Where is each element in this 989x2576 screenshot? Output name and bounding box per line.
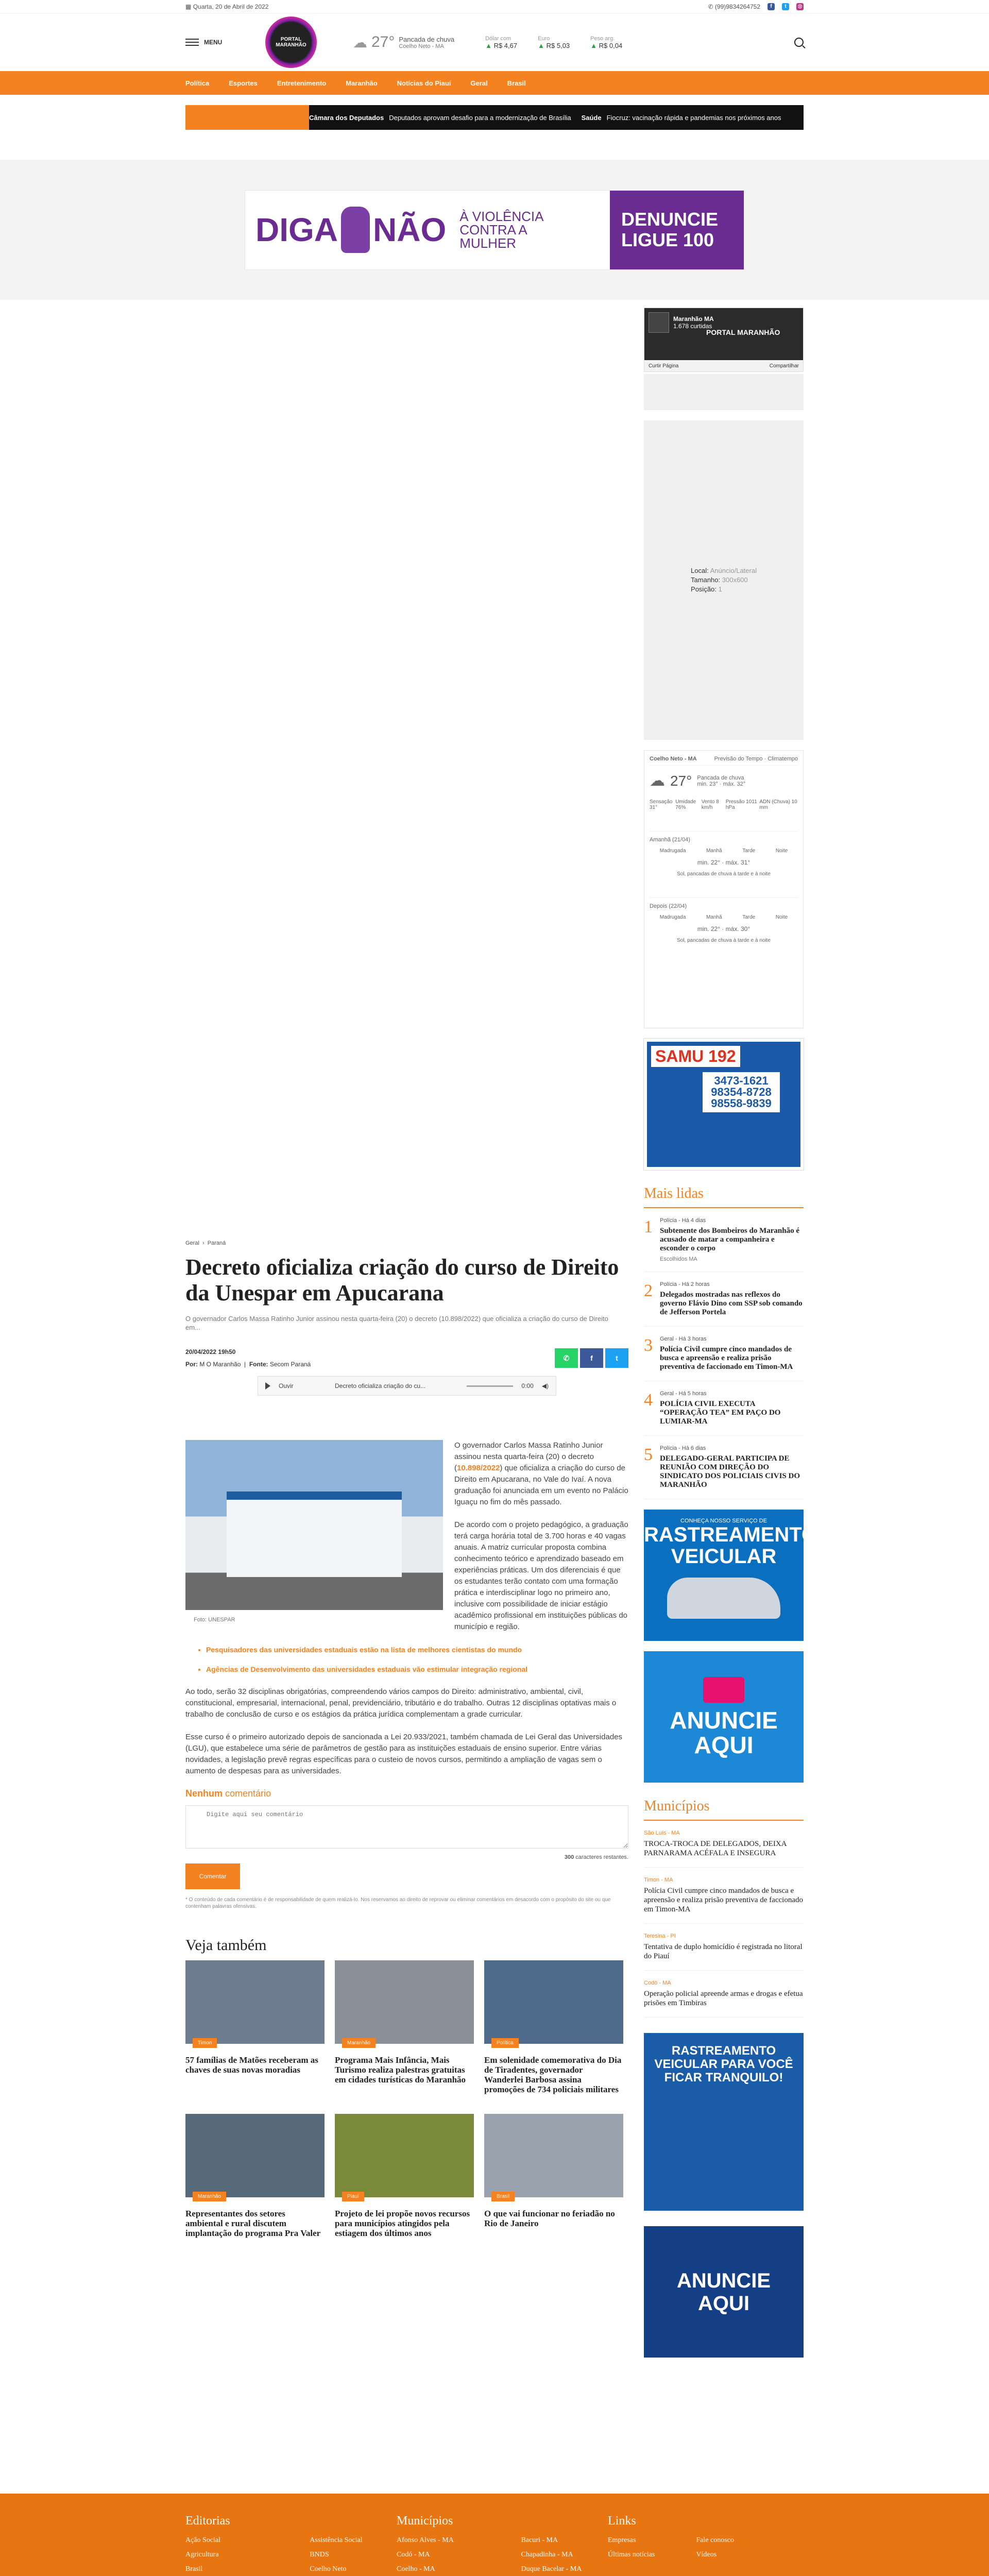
nav-geral[interactable]: Geral	[470, 79, 488, 87]
comment-button[interactable]: Comentar	[185, 1863, 240, 1889]
quote-euro: Euro ▲ R$ 5,03	[538, 35, 570, 49]
card-image[interactable]	[484, 2114, 623, 2197]
footer-link[interactable]: Fale conosco	[696, 2536, 734, 2544]
paragraph-1: O governador Carlos Massa Ratinho Junior assinou nesta quarta-feira (20) o decreto (10.898/2022) que oficializa a criação do curso de Direito em Apucarana, no Vale do Ivaí. A nova graduação foi anunciada em um evento no Palácio Iguaçu no fim do mês passado.	[454, 1441, 628, 1506]
article-source: Fonte: Secom Paraná	[249, 1361, 311, 1368]
footer-link[interactable]: Coelho - MA	[397, 2565, 435, 2573]
related-links	[206, 1644, 628, 1675]
share-page-button[interactable]: Compartilhar	[769, 363, 799, 369]
article-lede: O governador Carlos Massa Ratinho Junior assinou nesta quarta-feira (20) o decreto (10.898/2022) que oficializa a criação do curso de Direito em...	[185, 1315, 608, 1331]
article-author: Por: M O Maranhão	[185, 1361, 241, 1368]
item-location: São Luís - MA	[644, 1830, 680, 1836]
site-logo[interactable]: PORTAL MARANHÃO	[265, 16, 317, 68]
card-image[interactable]	[335, 1960, 474, 2044]
footer-link[interactable]: Afonso Alves - MA	[397, 2536, 454, 2544]
item-category: Polícia - Há 2 horas	[660, 1281, 710, 1287]
footer-link[interactable]: Vídeos	[696, 2551, 717, 2558]
item-title[interactable]: DELEGADO-GERAL PARTICIPA DE REUNIÃO COM DIREÇÃO DO SINDICATO DOS POLICIAIS CIVIS DO MARANHÃO	[660, 1454, 800, 1489]
paragraph-2: De acordo com o projeto pedagógico, a graduação terá carga horária total de 3.700 horas e 40 vagas anuais. A matriz curricular proposta combina conhecimento teórico e aprendizado baseado em experiências práticas. Um dos diferenciais é que os estudantes terão contato com uma formação prática e interdisciplinar logo no primeiro ano, inclusive com possibilidade de iniciar estágio acadêmico profissional em instituições públicas do município e região.	[454, 1520, 628, 1631]
footer-link[interactable]: Bacuri - MA	[521, 2536, 558, 2544]
article-body	[185, 1440, 628, 1777]
whatsapp-icon[interactable]: ✆	[555, 1348, 578, 1368]
footer-link[interactable]: Agricultura	[185, 2551, 219, 2558]
hand-icon	[341, 207, 370, 253]
hamburger-icon	[185, 39, 199, 46]
most-read-item[interactable]	[644, 1381, 804, 1436]
twitter-icon[interactable]: t	[782, 3, 789, 10]
item-location: Codó - MA	[644, 1980, 671, 1986]
play-icon[interactable]	[265, 1382, 270, 1389]
card-title[interactable]: Programa Mais Infância, Mais Turismo realiza palestras gratuitas em cidades turísticas do Maranhão	[335, 2055, 466, 2084]
facebook-icon[interactable]: f	[768, 3, 775, 10]
card-image[interactable]	[484, 1960, 623, 2044]
instagram-icon[interactable]: ◎	[796, 3, 804, 10]
related-card[interactable]	[335, 2114, 474, 2238]
facebook-share-icon[interactable]: f	[580, 1348, 603, 1368]
item-title[interactable]: Tentativa de duplo homicídio é registrada no litoral do Piauí	[644, 1943, 803, 1960]
item-title[interactable]: Operação policial apreende armas e drogas e efetua prisões em Timbiras	[644, 1990, 803, 2007]
cloud-icon: ☁	[353, 34, 367, 50]
breadcrumb: Geral › Paraná	[185, 1240, 226, 1246]
cloud-icon: ☁	[650, 772, 665, 789]
footer-link[interactable]: Chapadinha - MA	[521, 2551, 573, 2558]
top-banner-area	[0, 160, 989, 300]
item-category: Polícia - Há 4 dias	[660, 1217, 706, 1224]
twitter-share-icon[interactable]: t	[605, 1348, 628, 1368]
card-title[interactable]: O que vai funcionar no feriadão no Rio de Janeiro	[484, 2209, 615, 2228]
article-image[interactable]	[185, 1440, 443, 1610]
municipio-item[interactable]	[644, 1868, 804, 1924]
item-category: Geral - Há 3 horas	[660, 1336, 707, 1342]
related-card[interactable]	[335, 1960, 474, 2094]
rastreamento-banner[interactable]: CONHEÇA NOSSO SERVIÇO DE RASTREAMENTO VEICULAR	[644, 1510, 804, 1641]
nav-maranhao[interactable]: Maranhão	[346, 79, 378, 87]
card-title[interactable]: Representantes dos setores ambiental e rural discutem implantação do programa Pra Valer	[185, 2209, 321, 2238]
footer-link[interactable]: Últimas notícias	[608, 2551, 655, 2558]
top-bar	[0, 0, 989, 13]
related-card[interactable]	[185, 1960, 325, 2094]
news-ticker: Câmara dos Deputados Deputados aprovam desafio para a modernização de Brasília Saúde Fiocruz: vacinação rápida e pandemias nos próximos anos	[0, 105, 989, 130]
item-location: Timon - MA	[644, 1877, 673, 1883]
item-title[interactable]: Polícia Civil cumpre cinco mandados de busca e apreensão e realiza prisão preventiva de faccionado em Timon-MA	[660, 1345, 793, 1371]
related-link[interactable]: • Pesquisadores das universidades estaduais estão na lista de melhores cientistas do mundo	[206, 1644, 628, 1655]
comments-section: Nenhum comentário Digite aqui seu comentário 300 caracteres restantes. Comentar * O conteúdo de cada comentário é de responsabilidade de quem realizá-lo. Nos reservamos ao direito de reprovar ou eliminar comentários em desacordo com o propósito do site ou que contenham palavras ofensivas.	[185, 1788, 628, 1910]
phone[interactable]: ✆ (99)9834264752	[708, 3, 760, 10]
card-title[interactable]: Em solenidade comemorativa do Dia de Tiradentes, governador Wanderlei Barbosa assina promoções de 734 policiais militares	[484, 2055, 622, 2094]
rank-number: 4	[644, 1391, 653, 1410]
article: Geral › Paraná Decreto oficializa criação do curso de Direito da Unespar em Apucarana O governador Carlos Massa Ratinho Junior assinou nesta quarta-feira (20) o decreto (10.898/2022) que oficializa a criação do curso de Direito em... 20/04/2022 19h50 Por: M O Maranhão | Fonte: Secom Paraná ✆ f t Ouvir Decreto oficializa criação do cu... 0:00 ◀) Foto: UNESPAR O governador Carlos Massa Ratinho Junior assinou nesta quarta-feira (20) o decreto (10.898/2022) que oficializa a criação do curso de Direito em Apucarana, no Vale do Ivaí. A nova graduação foi anunciada em um evento no Palácio Iguaçu no fim do mês passado. De acordo com o projeto pedagógico, a graduação terá carga horária total de 3.700 horas e 40 vagas anuais. A matriz curricular proposta combina conhecimento teórico e aprendizado baseado em experiências práticas. Um dos diferenciais é que os estudantes terão contato com uma formação prática e interdisciplinar logo no primeiro ano, inclusive com possibilidade de iniciar estágio acadêmico profissional em instituições públicas do município e região. • Pesquisadores das universidades estaduais estão na lista de melhores cientistas do mundo • Agências de Desenvolvimento das universidades estaduais vão estimular integração regional Ao todo, serão 32 disciplinas obrigatórias, compreendendo vários campos do Direito: administrativo, ambiental, civil, constitucional, empresarial, internacional, penal, previdenciário, tributário e do trabalho. Outras 12 disciplinas optativas mais o trabalho de conclusão de curso e os estágios da prática jurídica complementam a grade curricular. Esse curso é o primeiro autorizado depois de sancionada a Lei 20.933/2021, também chamada de Lei Geral das Universidades (LGU), que estabelece uma série de parâmetros de gestão para as instituições estaduais de ensino superior. Entre várias novidades, a legislação prevê regras específicas para o custeio de novos cursos, permitindo a ampliação de vagas sem o aumento de despesas para as universidades. Nenhum comentário Digite aqui seu comentário 300 caracteres restantes. Comentar * O conteúdo de cada comentário é de responsabilidade de quem realizá-lo. Nos reservamos ao direito de reprovar ou eliminar comentários em desacordo com o propósito do site ou que contenham palavras ofensivas. Veja também Timon 57 famílias de Matões receberam as chaves de suas novas moradias Maranhão Programa Mais Infância, Mais Turismo realiza palestras gratuitas em cidades turísticas do Maranhão Política Em solenidade comemorativa do Dia de Tiradentes, governador Wanderlei Barbosa assina promoções de 734 policiais militares Maranhão Representantes dos setores ambiental e rural discutem implantação do programa Pra Valer Piauí Projeto de lei propõe novos recursos para municípios atingidos pela estiagem dos últimos anos Brasil O que vai funcionar no feriadão no Rio de Janeiro	[185, 308, 628, 2358]
search-icon[interactable]	[794, 38, 804, 47]
calendar-icon: ▦	[185, 3, 192, 10]
card-tag[interactable]: Política	[491, 2038, 519, 2048]
facebook-widget[interactable]: Maranhão MA 1.678 curtidas PORTAL MARANHÃO Curtir Página Compartilhar	[644, 308, 804, 372]
anuncie-banner-2[interactable]: ANUNCIE AQUI	[644, 2226, 804, 2358]
rank-number: 2	[644, 1281, 653, 1300]
item-location: Teresina - PI	[644, 1933, 676, 1939]
rank-number: 5	[644, 1445, 653, 1464]
nav-noticias-piaui[interactable]: Notícias do Piauí	[397, 79, 451, 87]
article-figure: Foto: UNESPAR	[185, 1440, 443, 1630]
comment-input[interactable]	[185, 1805, 628, 1849]
footer-link[interactable]: Assistência Social	[310, 2536, 363, 2544]
megaphone-icon	[703, 1677, 744, 1703]
car-image	[667, 1578, 780, 1619]
page-avatar	[649, 312, 669, 333]
header-weather[interactable]: ☁ 27° Pancada de chuva Coelho Neto - MA	[353, 33, 455, 50]
item-category: Polícia - Há 6 dias	[660, 1445, 706, 1451]
municipios-section: Municípios São Luís - MA TROCA-TROCA DE DELEGADOS, DEIXA PARNARAMA ACÉFALA E INSEGURA Timon - MA Polícia Civil cumpre cinco mandados de busca e apreensão e realiza prisão preventiva de faccionado em Timon-MA Teresina - PI Tentativa de duplo homicídio é registrada no litoral do Piauí Codó - MA Operação policial apreende armas e drogas e efetua prisões em Timbiras	[644, 1798, 804, 2018]
quote-peso: Peso arg. ▲ R$ 0,04	[590, 35, 623, 49]
related-link[interactable]: • Agências de Desenvolvimento das universidades estaduais vão estimular integração regional	[206, 1664, 628, 1675]
related-card[interactable]	[185, 2114, 325, 2238]
related-news: Veja também Timon 57 famílias de Matões receberam as chaves de suas novas moradias Maranhão Programa Mais Infância, Mais Turismo realiza palestras gratuitas em cidades turísticas do Maranhão Política Em solenidade comemorativa do Dia de Tiradentes, governador Wanderlei Barbosa assina promoções de 734 policiais militares Maranhão Representantes dos setores ambiental e rural discutem implantação do programa Pra Valer Piauí Projeto de lei propõe novos recursos para municípios atingidos pela estiagem dos últimos anos Brasil O que vai funcionar no feriadão no Rio de Janeiro	[185, 1937, 628, 2238]
item-title[interactable]: Delegados mostradas nas reflexos do governo Flávio Dino com SSP sob comando de Jefferson Portela	[660, 1291, 803, 1316]
most-read: Mais lidas 1 Polícia - Há 4 dias Subtenente dos Bombeiros do Maranhão é acusado de matar a companheira e esconder o corpo Escolhidos MA 2 Polícia - Há 2 horas Delegados mostradas nas reflexos do governo Flávio Dino com SSP sob comando de Jefferson Portela 3 Geral - Há 3 horas Polícia Civil cumpre cinco mandados de busca e apreensão e realiza prisão preventiva de faccionado em Timon-MA 4 Geral - Há 5 horas POLÍCIA CIVIL EXECUTA “OPERAÇÃO TEA” EM PAÇO DO LUMIAR-MA 5 Polícia - Há 6 dias DELEGADO-GERAL PARTICIPA DE REUNIÃO COM DIREÇÃO DO SINDICATO DOS POLICIAIS CIVIS DO MARANHÃO	[644, 1185, 804, 1499]
footer-link[interactable]: Empresas	[608, 2536, 636, 2544]
weather-widget: Coelho Neto - MA Previsão do Tempo · Climatempo ☁ 27° Pancada de chuva min. 23° · máx. 32° Sensação 31° Umidade 76% Vento 8 km/h Pressão 1011 hPa ADN (Chuva) 10 mm Amanhã (21/04) Madrugada Manhã Tarde Noite min. 22° · máx. 31° Sol, pancadas de chuva à tarde e à noite Depois (22/04) Madrugada Manhã Tarde Noite min. 22° · máx. 30° Sol, pancadas de chuva à tarde e à noite	[644, 750, 804, 1028]
sidebar	[644, 308, 818, 2358]
progress-bar[interactable]	[467, 1385, 513, 1387]
card-image[interactable]	[185, 2114, 325, 2197]
main-nav	[0, 71, 989, 95]
card-tag[interactable]: Timon	[193, 2038, 217, 2048]
quote-dollar: Dólar com ▲ R$ 4,67	[485, 35, 518, 49]
footer-links: Links Empresas Últimas notícias Fale conosco Vídeos	[608, 2514, 734, 2576]
card-tag[interactable]: Piauí	[342, 2192, 364, 2201]
footer-link[interactable]: Codó - MA	[397, 2551, 430, 2558]
rank-number: 1	[644, 1217, 653, 1236]
card-tag[interactable]: Brasil	[491, 2192, 515, 2201]
ad-placeholder-small	[644, 374, 804, 410]
item-title[interactable]: Subtenente dos Bombeiros do Maranhão é acusado de matar a companheira e esconder o corpo	[660, 1227, 799, 1252]
like-page-button[interactable]: Curtir Página	[649, 363, 679, 369]
card-image[interactable]	[335, 2114, 474, 2197]
most-read-item[interactable]	[644, 1272, 804, 1327]
share-buttons	[555, 1348, 628, 1368]
most-read-item[interactable]	[644, 1208, 804, 1272]
card-title[interactable]: 57 famílias de Matões receberam as chaves de suas novas moradias	[185, 2055, 318, 2075]
samu-banner[interactable]: SAMU 192 3473-1621 98354-8728 98558-9839	[644, 1039, 804, 1170]
related-card[interactable]	[484, 1960, 623, 2094]
item-title[interactable]: TROCA-TROCA DE DELEGADOS, DEIXA PARNARAMA ACÉFALA E INSEGURA	[644, 1840, 787, 1857]
card-image[interactable]	[185, 1960, 325, 2044]
rank-number: 3	[644, 1336, 653, 1355]
footer-link[interactable]: Coelho Neto	[310, 2565, 347, 2573]
rastreamento-banner-2[interactable]: RASTREAMENTO VEICULAR PARA VOCÊ FICAR TRANQUILO!	[644, 2033, 804, 2211]
anuncie-banner[interactable]: ANUNCIE AQUI	[644, 1651, 804, 1783]
date-display: ▦ Quarta, 20 de Abril de 2022	[185, 3, 269, 10]
nav-brasil[interactable]: Brasil	[507, 79, 526, 87]
nav-entretenimento[interactable]: Entretenimento	[277, 79, 327, 87]
header	[0, 13, 989, 71]
footer	[0, 2494, 989, 2576]
article-date: 20/04/2022 19h50	[185, 1348, 236, 1355]
article-title: Decreto oficializa criação do curso de Direito da Unespar em Apucarana	[185, 1255, 619, 1306]
item-title[interactable]: POLÍCIA CIVIL EXECUTA “OPERAÇÃO TEA” EM PAÇO DO LUMIAR-MA	[660, 1400, 781, 1426]
most-read-item[interactable]	[644, 1327, 804, 1381]
card-tag[interactable]: Maranhão	[342, 2038, 376, 2048]
most-read-item[interactable]	[644, 1436, 804, 1499]
related-card[interactable]	[484, 2114, 623, 2238]
banner-diga-nao[interactable]: DIGA NÃO À VIOLÊNCIA CONTRA A MULHER DENUNCIE LIGUE 100	[245, 190, 744, 270]
item-source: Escolhidos MA	[660, 1256, 697, 1262]
ad-placeholder: Local: Anúncio/Lateral Tamanho: 300x600 Posição: 1	[644, 420, 804, 740]
footer-editorias: Editorias Ação Social Agricultura Brasil Assistência Social BNDS Coelho Neto	[185, 2514, 397, 2576]
card-tag[interactable]: Maranhão	[193, 2192, 226, 2201]
paragraph-3: Ao todo, serão 32 disciplinas obrigatórias, compreendendo vários campos do Direito: administrativo, ambiental, civil, constitucional, empresarial, internacional, penal, previdenciário, tributário e do trabalho. Outras 12 disciplinas optativas mais o trabalho de conclusão de curso e os estágios da prática jurídica complementam a grade curricular.	[185, 1687, 617, 1719]
nav-politica[interactable]: Política	[185, 79, 210, 87]
item-title[interactable]: Polícia Civil cumpre cinco mandados de busca e apreensão e realiza prisão preventiva de faccionado em Timon-MA	[644, 1887, 803, 1913]
audio-player[interactable]: Ouvir Decreto oficializa criação do cu... 0:00 ◀)	[258, 1376, 556, 1396]
menu-button[interactable]: MENU	[185, 39, 265, 46]
footer-municipios: Municípios Afonso Alves - MA Codó - MA Coelho - MA Bacuri - MA Chapadinha - MA Duque Bacelar - MA	[397, 2514, 608, 2576]
footer-link[interactable]: BNDS	[310, 2551, 329, 2558]
volume-icon[interactable]: ◀)	[541, 1382, 549, 1389]
municipio-item[interactable]	[644, 1971, 804, 2018]
footer-link[interactable]: Ação Social	[185, 2536, 221, 2544]
nav-esportes[interactable]: Esportes	[229, 79, 258, 87]
footer-link[interactable]: Brasil	[185, 2565, 203, 2573]
card-title[interactable]: Projeto de lei propõe novos recursos para municípios atingidos pela estiagem dos últimos anos	[335, 2209, 470, 2238]
currency-quotes	[485, 36, 622, 49]
footer-link[interactable]: Duque Bacelar - MA	[521, 2565, 582, 2573]
item-category: Geral - Há 5 horas	[660, 1391, 707, 1397]
municipio-item[interactable]	[644, 1924, 804, 1971]
paragraph-4: Esse curso é o primeiro autorizado depois de sancionada a Lei 20.933/2021, também chamada de Lei Geral das Universidades (LGU), que estabelece uma série de parâmetros de gestão para as instituições estaduais de ensino superior. Entre várias novidades, a legislação prevê regras específicas para o custeio de novos cursos, permitindo a ampliação de vagas sem o aumento de despesas para as universidades.	[185, 1733, 623, 1775]
municipio-item[interactable]	[644, 1821, 804, 1868]
